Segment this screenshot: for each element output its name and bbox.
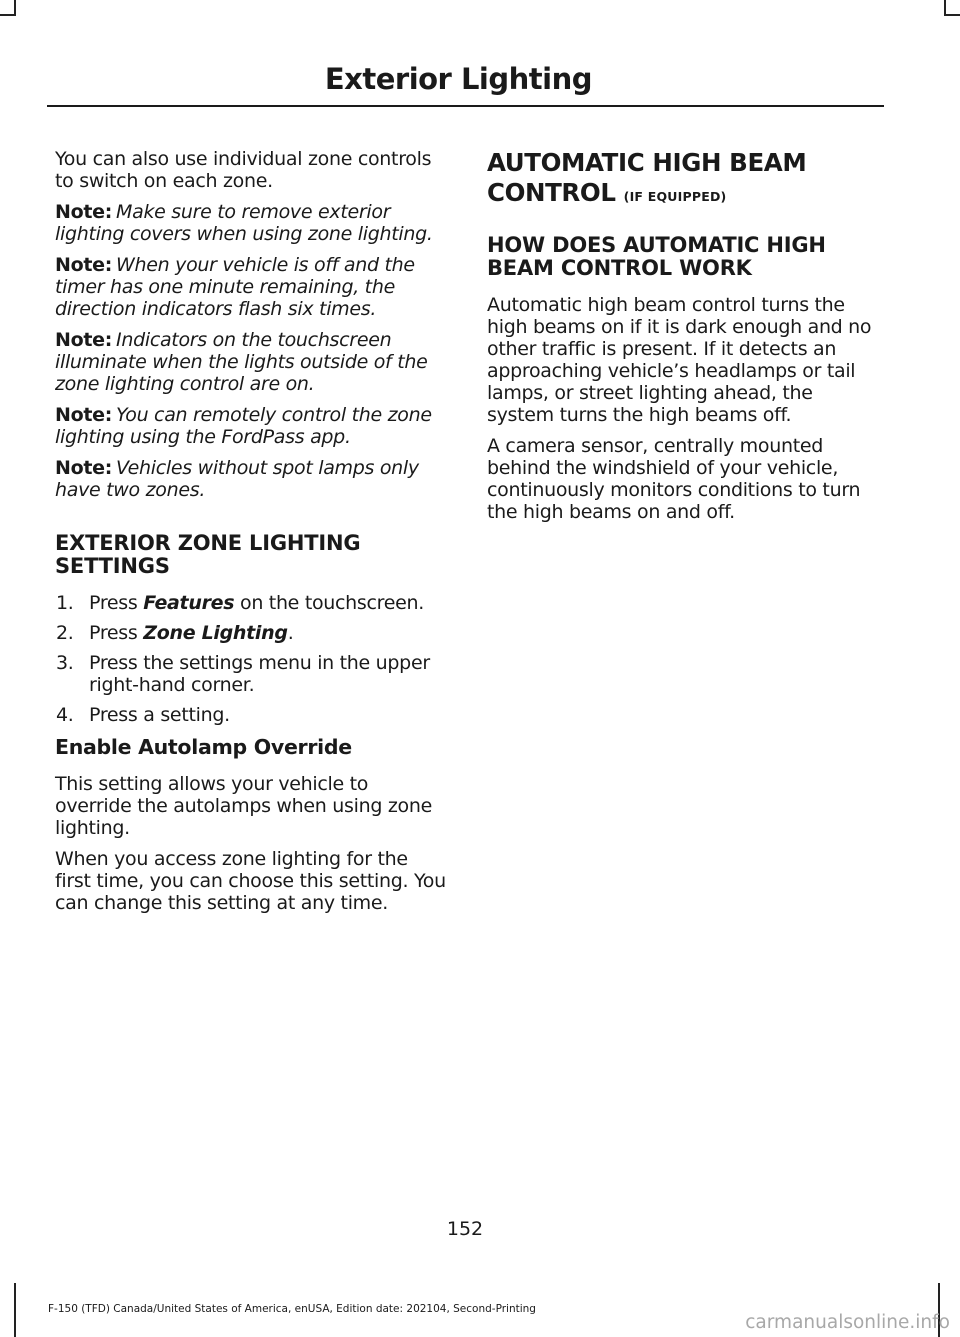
right-column — [487, 148, 881, 532]
page-number: 152 — [446, 1218, 484, 1240]
paragraph: Automatic high beam control turns the high beams on if it is dark enough and no other traffic is present. If it detects an approaching vehicle’s headlamps or tail lamps, or street lighting ahead, the system turns the high beams off. — [487, 294, 872, 426]
note-label: Note: — [55, 254, 113, 276]
step-text-end: . — [287, 622, 294, 644]
note-3 — [55, 329, 449, 395]
intro-paragraph: You can also use individual zone controls to switch on each zone. — [55, 148, 432, 192]
list-item — [55, 704, 449, 726]
list-item — [55, 592, 449, 614]
step-text: Press the settings menu in the upper right-hand corner. — [89, 652, 430, 696]
section-heading-how-it-works: HOW DOES AUTOMATIC HIGH BEAM CONTROL WORK — [487, 233, 826, 280]
chapter-title-main: AUTOMATIC HIGH BEAM CONTROL — [487, 148, 807, 207]
note-label: Note: — [55, 457, 113, 479]
note-label: Note: — [55, 201, 113, 223]
note-2 — [55, 254, 449, 320]
step-text-end: on the touchscreen. — [234, 592, 425, 614]
note-text: Vehicles without spot lamps only have two zones. — [55, 457, 419, 501]
paragraph: This setting allows your vehicle to override the autolamps when using zone lighting. — [55, 773, 432, 839]
step-number: 4. — [56, 704, 74, 726]
note-label: Note: — [55, 404, 113, 426]
step-text: Press — [89, 592, 144, 614]
crop-mark-top-right-h — [944, 14, 960, 16]
subheading-autolamp-override: Enable Autolamp Override — [55, 735, 352, 759]
step-number: 2. — [56, 622, 74, 644]
crop-mark-bottom-left — [14, 1283, 16, 1337]
edition-footer: F-150 (TFD) Canada/United States of America, enUSA, Edition date: 202104, Second-Printing — [48, 1303, 536, 1315]
header-rule — [47, 105, 884, 107]
list-item — [55, 622, 449, 644]
note-text: When your vehicle is off and the timer has one minute remaining, the direction indicators flash six times. — [55, 254, 415, 320]
paragraph: A camera sensor, centrally mounted behind the windshield of your vehicle, continuously monitors conditions to turn the high beams on and off. — [487, 435, 861, 523]
note-text: Make sure to remove exterior lighting covers when using zone lighting. — [55, 201, 433, 245]
paragraph: When you access zone lighting for the first time, you can choose this setting. You can change this setting at any time. — [55, 848, 446, 914]
page-header-title: Exterior Lighting — [324, 62, 592, 96]
step-number: 1. — [56, 592, 74, 614]
section-heading-zone-settings: EXTERIOR ZONE LIGHTING SETTINGS — [55, 531, 361, 578]
chapter-title — [487, 148, 881, 212]
note-4 — [55, 404, 449, 448]
note-text: Indicators on the touchscreen illuminate when the lights outside of the zone lighting control are on. — [55, 329, 428, 395]
left-column — [55, 148, 449, 923]
steps-list — [55, 592, 449, 726]
watermark: carmanualsonline.info — [745, 1312, 950, 1333]
step-emphasis: Zone Lighting — [143, 622, 288, 644]
step-text: Press — [89, 622, 144, 644]
step-number: 3. — [56, 652, 74, 674]
note-1 — [55, 201, 449, 245]
chapter-title-suffix: (IF EQUIPPED) — [623, 189, 727, 204]
crop-mark-top-left-h — [0, 14, 16, 16]
step-text: Press a setting. — [89, 704, 230, 726]
step-emphasis: Features — [143, 592, 235, 614]
list-item — [55, 652, 449, 696]
note-5 — [55, 457, 449, 501]
note-text: You can remotely control the zone lighting using the FordPass app. — [55, 404, 432, 448]
note-label: Note: — [55, 329, 113, 351]
